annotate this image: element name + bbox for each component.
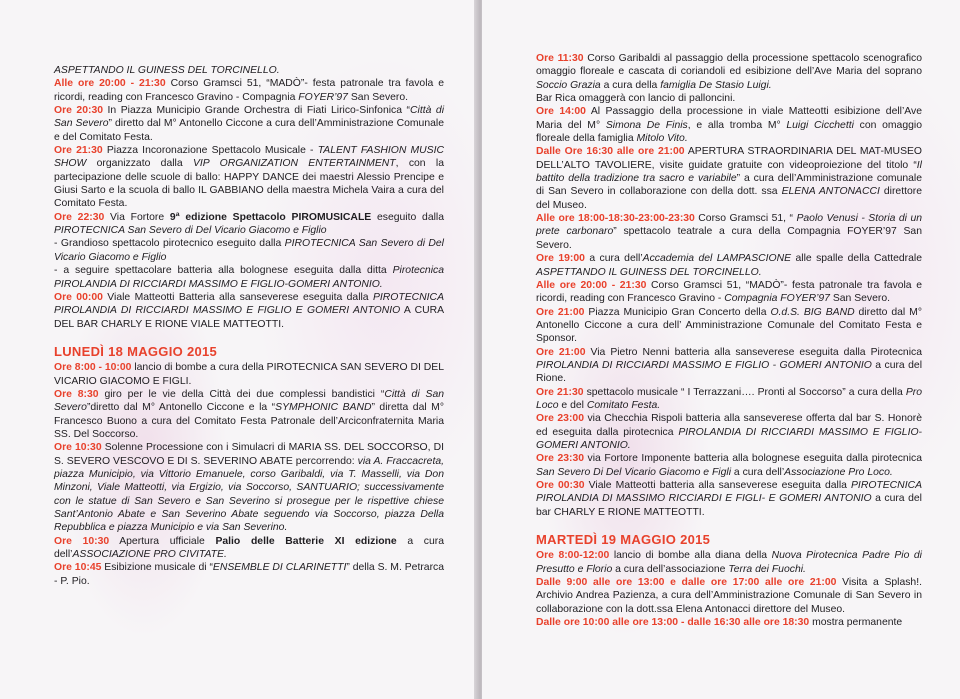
entry-text: Via Pietro Nenni batteria alla sanseverese eseguita dalla Pirotecnica: [585, 346, 922, 358]
entry-text: ” diretto dal M° Antonello Ciccone a cura dell’Amministrazione Comunale e del Comitato Festa.: [54, 118, 444, 143]
entry-text: APERTURA STRAORDINARIA DEL MAT-MUSEO DELL’ALTO TAVOLIERE, visite guidate gratuite con videoproiezione del titolo “: [536, 146, 923, 171]
entry-text: via A. Fraccacreta, piazza Municipio, via Vittorio Emanuele, corso Garibaldi, via T. Masselli, via Don Minzoni, Viale Matteotti, via Ergizio, via Soccorso, SANTUARIO; successivamente con le statue di San Severo e San Severino si prosegue per le rispettive chiese Sant’Antonio Abate e San Severino Abate seguendo via Soccorso, piazza Della Repubblica e piazza Municipio e via San Severino.: [54, 455, 444, 534]
entry-text: Simona De Finis: [605, 119, 688, 131]
event-time: Ore 8:00 - 10:00: [54, 362, 132, 374]
entry-text: PIROTECNICA PIROLANDIA DI RICCIARDI MASSIMO E FIGLIO E GOMERI ANTONIO: [54, 291, 444, 317]
program-entry: [536, 576, 922, 616]
event-time: Ore 19:00: [536, 253, 585, 265]
entry-text: Corso Gramsci 51, “MADÒ”- festa patronale tra favola e ricordi, reading con Francesco Gravino - Compagnia: [54, 78, 445, 103]
entry-text: A CURA DEL BAR CHARLY E RIONE VIALE MATTEOTTI.: [54, 305, 445, 330]
entry-text: con omaggio floreale della famiglia: [536, 119, 922, 145]
program-entry: [536, 452, 922, 479]
entry-text: 9ª edizione Spettacolo PIROMUSICALE: [169, 211, 372, 223]
entry-text: San Severo.: [347, 91, 409, 103]
entry-text: famiglia De Stasio Luigi.: [660, 79, 772, 91]
entry-text: Palio delle Batterie XI edizione: [215, 535, 397, 547]
event-time: Ore 21:00: [536, 306, 585, 318]
entry-text: , e alla tromba M°: [687, 119, 787, 131]
entry-text: Mitolo Vito.: [636, 133, 688, 145]
program-entry: [536, 92, 922, 105]
program-entry: [54, 361, 444, 388]
program-entry: [54, 104, 444, 144]
entry-text: Corso Gramsci 51, “: [694, 213, 797, 225]
entry-text: spettacolo musicale “ I Terrazzani…. Pronti al Soccorso” a cura della: [583, 386, 906, 398]
entry-text: Pro Loco: [536, 386, 922, 411]
event-time: Ore 8:00-12:00: [536, 550, 610, 562]
program-entry: [54, 144, 444, 211]
entry-text: VIP ORGANIZATION ENTERTAINMENT: [192, 158, 396, 170]
entry-text: PIROTECNICA San Severo di Del Vicario Giacomo e Figlio: [54, 238, 444, 263]
event-time: Dalle 9:00 alle ore 13:00 e dalle ore 17:00 alle ore 21:00: [536, 577, 837, 589]
entry-text: Comitato Festa.: [586, 399, 661, 411]
event-time: Alle ore 20:00 - 21:30: [536, 279, 647, 291]
entry-text: FOYER’97: [298, 91, 348, 103]
program-entry: [54, 561, 444, 588]
event-time: Ore 00:00: [54, 291, 103, 303]
entry-text: PIROTECNICA San Severo di Del Vicario Giacomo e Figlio: [54, 225, 327, 237]
event-time: Ore 21:30: [54, 145, 103, 157]
event-time: Ore 23:00: [536, 413, 584, 425]
event-time: Alle ore 20:00 - 21:30: [54, 78, 166, 90]
entry-text: Viale Matteotti Batteria alla sanseverese eseguita dalla: [102, 291, 373, 303]
entry-text: Bar Rica omaggerà con lancio di palloncini.: [536, 93, 736, 105]
entry-text: San Severo Di Del Vicario Giacomo e Figli: [536, 466, 732, 478]
program-entry: [54, 291, 444, 331]
program-entry: [536, 386, 922, 413]
event-time: Ore 20:30: [54, 105, 104, 117]
day-heading: MARTEDÌ 19 MAGGIO 2015: [536, 532, 711, 548]
entry-text: giro per le vie della Città dei due complessi bandistici “: [98, 388, 385, 400]
entry-text: organizzato dalla: [86, 158, 193, 170]
entry-text: eseguito dalla: [371, 211, 445, 223]
entry-text: PIROLANDIA DI RICCIARDI MASSIMO E FIGLIO - GOMERI ANTONIO: [536, 359, 872, 371]
entry-text: direttore del Museo.: [536, 186, 922, 211]
event-time: Alle ore 18:00-18:30-23:00-23:30: [536, 213, 695, 225]
entry-text: - a seguire spettacolare batteria alla bolognese eseguita dalla ditta: [54, 265, 393, 277]
entry-text: ”diretto dal M° Antonello Ciccone e la “: [86, 402, 276, 414]
entry-text: Via Fortore: [104, 211, 170, 223]
entry-text: Compagnia FOYER’97: [724, 293, 830, 305]
entry-text: SYMPHONIC BAND: [275, 402, 372, 414]
entry-text: - Grandioso spettacolo pirotecnico eseguito dalla: [54, 238, 285, 250]
entry-text: Corso Garibaldi al passaggio della processione spettacolo scenografico omaggio floreale e cascata di coriandoli ed esibizione dell’Ave Maria del soprano: [536, 53, 923, 78]
entry-text: ” della S. M. Petrarca - P. Pio.: [54, 562, 445, 587]
entry-text: Il battito della tradizione tra sacro e variabile: [536, 159, 922, 185]
entry-text: Esibizione musicale di “: [101, 562, 213, 574]
event-time: Ore 10:45: [54, 562, 102, 574]
entry-text: ” spettacolo teatrale a cura della Compagnia FOYER’97 San Severo.: [536, 226, 922, 251]
program-entry: [536, 52, 922, 92]
entry-text: ” a cura dell’Amministrazione comunale di San Severo in collaborazione con della dott. ssa: [536, 173, 922, 198]
entry-text: lancio di bombe a cura della PIROTECNICA SAN SEVERO DI DEL VICARIO GIACOMO E FIGLI.: [54, 362, 444, 387]
entry-text: a cura dell’: [584, 253, 643, 265]
event-time: Ore 21:00: [536, 346, 586, 358]
entry-text: Città di San Severo: [54, 105, 444, 130]
entry-text: ASPETTANDO IL GUINESS DEL TORCINELLO.: [54, 65, 280, 76]
program-entry: [536, 306, 922, 346]
program-entry: [536, 549, 922, 576]
program-entry: [536, 279, 922, 306]
program-entry: [54, 211, 444, 238]
entry-text: Piazza Incoronazione Spettacolo Musicale -: [102, 145, 318, 157]
event-time: Ore 23:30: [536, 453, 585, 465]
left-page: [0, 0, 478, 699]
program-entry: [54, 64, 444, 77]
entry-text: Pirotecnica PIROLANDIA DI RICCIARDI MASSIMO E FIGLIO-GOMERI ANTONIO.: [54, 265, 444, 290]
entry-text: a cura dell’associazione: [612, 563, 729, 575]
entry-text: Apertura ufficiale: [109, 535, 216, 547]
program-entry: [54, 237, 444, 264]
entry-text: a cura dell’: [731, 466, 785, 478]
entry-text: Al Passaggio della processione in viale Matteotti esibizione dell’Ave Maria del M°: [536, 106, 922, 131]
right-page: [482, 0, 960, 699]
program-entry: [536, 346, 922, 386]
entry-text: via Checchia Rispoli batteria alla sanseverese offerta dal bar S. Honorè ed eseguita dalla pirotecnica: [536, 413, 922, 438]
event-time: Ore 22:30: [54, 211, 105, 223]
entry-text: Corso Gramsci 51, “MADÒ”- festa patronale tra favola e ricordi, reading con Francesco Gravino -: [536, 279, 922, 305]
program-entry: [536, 212, 922, 252]
program-entry: [536, 252, 922, 279]
entry-text: ELENA ANTONACCI: [781, 186, 880, 198]
entry-text: Piazza Municipio Gran Concerto della: [584, 306, 771, 318]
entry-text: San Severo.: [829, 293, 891, 305]
event-time: Dalle Ore 16:30 alle ore 21:00: [536, 146, 685, 158]
entry-text: , con la partecipazione delle scuole di ballo: HAPPY DANCE dei maestri Alessio Prencipe e Giusi Sarto e la scuola di ballo IL GABBIANO della maestra Michela Vaira a cura del Comitato Festa.: [54, 158, 444, 210]
program-entry: [54, 388, 444, 441]
entry-text: ENSEMBLE DI CLARINETTI: [212, 562, 347, 574]
program-entry: [536, 145, 922, 212]
program-entry: [54, 535, 444, 562]
entry-text: Soccio Grazia: [536, 79, 601, 91]
entry-text: Visita a Splash!. Archivio Andrea Pazienza, a cura dell’Amministrazione Comunale di San Severo in collaborazione con la dott.ssa Elena Antonacci direttore del Museo.: [536, 577, 922, 615]
entry-text: via Fortore Imponente batteria alla bolognese eseguita dalla pirotecnica: [584, 453, 922, 465]
entry-text: O.d.S. BIG BAND: [770, 306, 855, 318]
entry-text: mostra permanente: [809, 617, 903, 629]
day-heading: LUNEDÌ 18 MAGGIO 2015: [54, 343, 218, 359]
event-time: Ore 11:30: [536, 53, 584, 64]
entry-text: Accademia del LAMPASCIONE: [642, 253, 792, 265]
entry-text: ASSOCIAZIONE PRO CIVITATE.: [72, 549, 227, 561]
entry-text: In Piazza Municipio Grande Orchestra di Fiati Lirico-Sinfonica “: [103, 105, 411, 117]
entry-text: ” diretta dal M° Francesco Buono a cura del Comitato Festa Patronale dell’Arciconfraternita Maria SS. Del Soccorso.: [54, 402, 444, 440]
program-entry: [536, 412, 922, 452]
program-entry: [536, 479, 922, 519]
entry-text: ASPETTANDO IL GUINESS DEL TORCINELLO.: [536, 266, 762, 278]
entry-text: e del: [558, 399, 587, 411]
entry-text: PIROTECNICA PIROLANDIA DI MASSIMO RICCIARDI E FIGLI- E GOMERI ANTONIO: [536, 480, 923, 505]
entry-text: Terra dei Fuochi.: [728, 563, 806, 575]
entry-text: TALENT FASHION MUSIC SHOW: [54, 145, 444, 170]
entry-text: Luigi Cicchetti: [786, 119, 854, 131]
entry-text: Viale Matteotti batteria alla sanseverese eseguita dalla: [584, 480, 851, 491]
entry-text: a cura dell’: [54, 535, 444, 561]
program-entry: [536, 616, 922, 629]
event-time: Ore 10:30: [54, 442, 102, 454]
entry-text: a cura della: [600, 79, 661, 91]
program-entry: [536, 105, 922, 145]
entry-text: Solenne Processione con i Simulacri di MARIA SS. DEL SOCCORSO, DI S. SEVERO VESCOVO E DI S. SEVERINO ABATE percorrendo:: [54, 442, 444, 467]
entry-text: Città di San Severo: [54, 388, 445, 414]
left-page-text: [54, 64, 444, 588]
right-page-text: [536, 52, 922, 629]
event-time: Dalle ore 10:00 alle ore 13:00 - dalle 16:30 alle ore 18:30: [536, 617, 810, 629]
program-entry: [54, 264, 444, 291]
entry-text: lancio di bombe alla diana della: [609, 550, 772, 562]
event-time: Ore 8:30: [54, 388, 99, 400]
program-entry: [54, 77, 444, 104]
event-time: Ore 10:30: [54, 535, 110, 547]
program-entry: [54, 441, 444, 534]
event-time: Ore 00:30: [536, 480, 585, 491]
entry-text: diretto dal M° Antonello Ciccone a cura dell’ Amministrazione Comunale del Comitato Festa e Sponsor.: [536, 306, 922, 345]
entry-text: Nuova Pirotecnica Padre Pio di Presutto e Florio: [536, 550, 922, 575]
entry-text: a cura del bar CHARLY E RIONE MATTEOTTI.: [536, 493, 922, 518]
entry-text: Paolo Venusi - Storia di un prete carbonaro: [536, 213, 922, 238]
entry-text: alle spalle della Cattedrale: [791, 253, 922, 265]
entry-text: Associazione Pro Loco.: [784, 466, 893, 478]
entry-text: PIROLANDIA DI RICCIARDI MASSIMO E FIGLIO- GOMERI ANTONIO.: [536, 426, 923, 451]
event-time: Ore 14:00: [536, 106, 586, 118]
entry-text: a cura del Rione.: [536, 359, 922, 385]
event-time: Ore 21:30: [536, 386, 584, 398]
